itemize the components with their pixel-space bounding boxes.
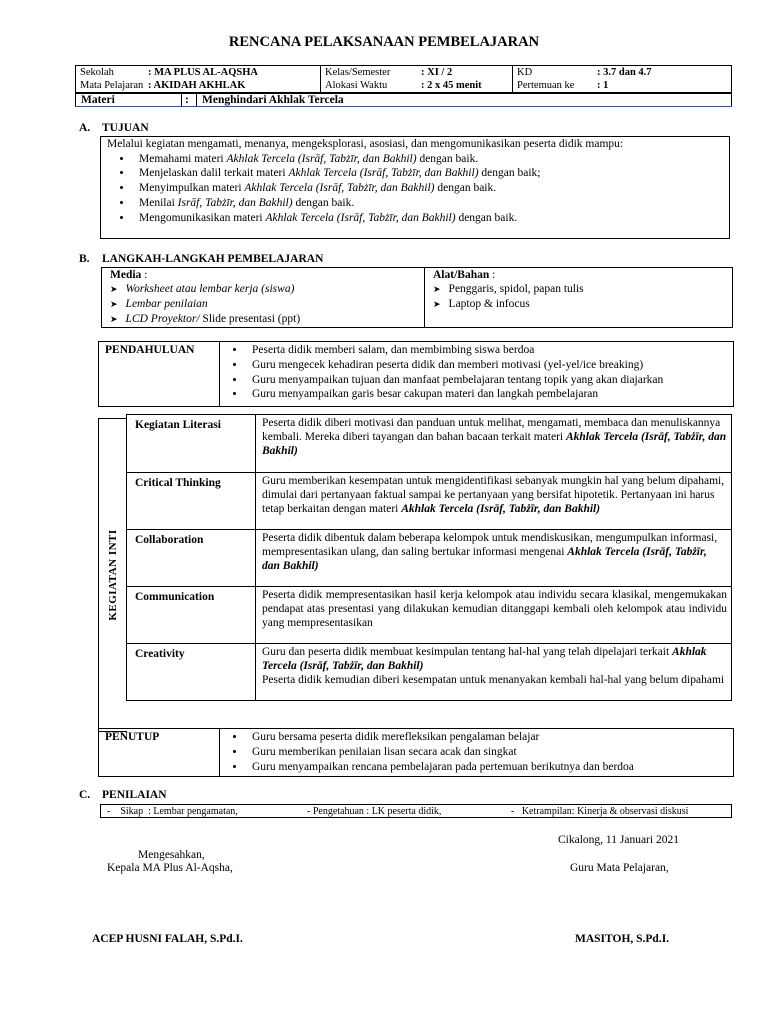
tujuan-item-topic: Akhlak Tercela (Isrāf, Tabżīr, dan Bakhil) (226, 152, 417, 165)
section-langkah-heading (79, 253, 323, 265)
tujuan-item (133, 211, 729, 226)
place-date: Cikalong, 11 Januari 2021 (558, 834, 679, 846)
alat-item: ➤ Laptop & infocus (433, 297, 724, 312)
left-signatory-name: ACEP HUSNI FALAH, S.Pd.I. (92, 933, 243, 945)
kegiatan-inti-row (127, 473, 732, 530)
kegiatan-inti-topic: Akhlak Tercela (Isrāf, Tabżīr, dan Bakhil) (262, 431, 727, 457)
media-label: Media (110, 269, 142, 281)
tujuan-item-text: Mengomunikasikan materi (139, 211, 266, 224)
section-num: B. (79, 253, 90, 265)
kegiatan-inti-text: Guru memberikan kesempatan untuk mengidentifikasi sebanyak mungkin hal yang belum dipahami, dimulai dari pertanyaan faktual sampai ke pertanyaan yang bersifat hipotetik. Pertanyaan ini harus tetap berkaitan dengan materi (262, 475, 725, 515)
alat-colon: : (489, 269, 496, 281)
penutup-item: • Guru bersama peserta didik merefleksikan pengalaman belajar (246, 730, 731, 745)
tujuan-box (100, 136, 730, 239)
tujuan-item (133, 166, 729, 181)
section-num: A. (79, 122, 91, 134)
kegiatan-inti-label: Critical Thinking (127, 473, 256, 530)
kegiatan-inti-row (127, 530, 732, 587)
kegiatan-inti-row (127, 587, 732, 644)
pendahuluan-label: PENDAHULUAN (99, 342, 220, 407)
alat-cell (425, 268, 733, 328)
tujuan-item-suffix: dengan baik. (455, 211, 518, 224)
pendahuluan-content (220, 342, 734, 407)
pendahuluan-item: • Guru mengecek kehadiran peserta didik dan memberi motivasi (yel-yel/ice breaking) (246, 358, 731, 373)
header-info-table (75, 65, 732, 93)
kegiatan-inti-description (256, 587, 732, 644)
media-table (101, 267, 733, 328)
media-item-text: Worksheet atau lembar kerja (siswa) (125, 283, 295, 295)
kegiatan-inti-label: Creativity (127, 644, 256, 701)
kd-value: : 3.7 dan 4.7 (597, 67, 652, 78)
alat-list (433, 282, 724, 312)
pendahuluan-list (220, 343, 731, 402)
kegiatan-inti-label-box (98, 418, 127, 732)
tujuan-item-text: Menyimpulkan materi (139, 182, 245, 195)
mengesahkan-text: Mengesahkan, (138, 849, 205, 861)
materi-row (75, 93, 732, 107)
tujuan-item-suffix: dengan baik. (416, 152, 479, 165)
tujuan-item-topic: Akhlak Tercela (Isrāf, Tabżīr, dan Bakhil) (244, 182, 435, 195)
sekolah-value: : MA PLUS AL-AQSHA (148, 67, 258, 78)
tujuan-item-suffix: dengan baik. (292, 196, 355, 209)
kegiatan-inti-topic: Akhlak Tercela (Isrāf, Tabżīr, dan Bakhil) (262, 546, 707, 572)
kegiatan-inti-label: Collaboration (127, 530, 256, 587)
kegiatan-inti-row (127, 415, 732, 473)
materi-colon: : (182, 94, 197, 107)
kegiatan-inti-table (126, 414, 732, 701)
kd-label: KD (517, 67, 533, 78)
tujuan-item-text: Memahami materi (139, 152, 227, 165)
mapel-value: : AKIDAH AKHLAK (148, 80, 246, 91)
penutup-content (220, 729, 734, 777)
section-penilaian-heading (79, 789, 167, 801)
media-item (110, 282, 416, 297)
kd-cell (513, 66, 732, 93)
pertemuan-value: : 1 (597, 80, 609, 91)
section-title: LANGKAH-LANGKAH PEMBELAJARAN (102, 253, 324, 265)
kegiatan-inti-description (256, 530, 732, 587)
media-cell (102, 268, 425, 328)
tujuan-item-topic: Akhlak Tercela (Isrāf, Tabżīr, dan Bakhil) (265, 211, 456, 224)
page-title: RENCANA PELAKSANAAN PEMBELAJARAN (228, 34, 540, 50)
alokasi-label: Alokasi Waktu (325, 80, 388, 91)
section-title: PENILAIAN (102, 789, 167, 801)
media-item-text: LCD Proyektor/ (125, 313, 200, 325)
media-item-text: Lembar penilaian (125, 298, 208, 310)
tujuan-item (133, 196, 729, 211)
penutup-item: • Guru memberikan penilaian lisan secara acak dan singkat (246, 745, 731, 760)
pendahuluan-item: • Guru menyampaikan tujuan dan manfaat pembelajaran tentang topik yang akan diajarkan (246, 373, 731, 388)
pendahuluan-item: • Peserta didik memberi salam, dan membimbing siswa berdoa (246, 343, 731, 358)
pertemuan-label: Pertemuan ke (517, 80, 575, 91)
media-item-suffix: Slide presentasi (ppt) (199, 313, 301, 325)
kegiatan-inti-label: Kegiatan Literasi (127, 415, 256, 473)
penilaian-keterampilan: - Ketrampilan: Kinerja & observasi diskusi (511, 806, 689, 817)
guru-text: Guru Mata Pelajaran, (570, 862, 669, 874)
kegiatan-inti-text: Peserta didik mempresentasikan hasil kerja kelompok atau individu secara klasikal, mengemukakan pendapat atas presentasi yang dilakukan kemudian ditanggapi kembali oleh kelompok atau individu yang mempresentasikan (262, 589, 727, 629)
kelas-value: : XI / 2 (421, 67, 453, 78)
kegiatan-inti-text: Peserta didik dibentuk dalam beberapa kelompok untuk mendiskusikan, mengumpulkan informasi, mempresentasikan ulang, dan saling bertukar informasi mengenai (262, 532, 718, 558)
kegiatan-inti-text: Guru dan peserta didik membuat kesimpulan tentang hal-hal yang telah dipelajari terkait (262, 646, 673, 658)
tujuan-list (107, 152, 729, 226)
pendahuluan-table (98, 341, 734, 407)
kegiatan-inti-text: Peserta didik diberi motivasi dan panduan untuk melihat, mengamati, membaca dan menuliskannya kembali. Mereka diberi tayangan dan bahan bacaan terkait materi (262, 417, 721, 443)
alat-item: ➤ Penggaris, spidol, papan tulis (433, 282, 724, 297)
tujuan-item (133, 152, 729, 167)
media-item (110, 297, 416, 312)
right-signatory-name: MASITOH, S.Pd.I. (575, 933, 670, 945)
tujuan-intro: Melalui kegiatan mengamati, menanya, mengeksplorasi, asosiasi, dan mengomunikasikan peserta didik mampu: (107, 138, 624, 150)
kepala-text: Kepala MA Plus Al-Aqsha, (107, 862, 233, 874)
school-cell (76, 66, 321, 93)
tujuan-item-suffix: dengan baik. (434, 182, 497, 195)
media-colon: : (141, 269, 148, 281)
materi-label: Materi (76, 94, 182, 107)
kegiatan-inti-label: KEGIATAN INTI (107, 529, 119, 621)
kegiatan-inti-description (256, 415, 732, 473)
kegiatan-inti-description (256, 644, 732, 701)
section-title: TUJUAN (102, 122, 149, 134)
penutup-list (220, 730, 731, 774)
section-tujuan-heading (79, 122, 149, 134)
pendahuluan-item: • Guru menyampaikan garis besar cakupan materi dan langkah pembelajaran (246, 387, 731, 402)
penilaian-pengetahuan: - Pengetahuan : LK peserta didik, (307, 806, 442, 817)
media-item (110, 312, 416, 327)
penutup-item: • Guru menyampaikan rencana pembelajaran pada pertemuan berikutnya dan berdoa (246, 760, 731, 775)
mapel-label: Mata Pelajaran (80, 80, 144, 91)
kegiatan-inti-extra: Peserta didik kemudian diberi kesempatan untuk menanyakan kembali hal-hal yang belum dipahami (262, 674, 725, 686)
alokasi-value: : 2 x 45 menit (421, 80, 482, 91)
kegiatan-inti-row (127, 644, 732, 701)
kegiatan-inti-topic: Akhlak Tercela (Isrāf, Tabżīr, dan Bakhil) (262, 646, 707, 672)
tujuan-item-topic: Isrāf, Tabżīr, dan Bakhil) (177, 196, 293, 209)
tujuan-item-text: Menilai (139, 196, 178, 209)
tujuan-item-topic: Akhlak Tercela (Isrāf, Tabżīr, dan Bakhil) (288, 167, 479, 180)
materi-value: Menghindari Akhlak Tercela (197, 94, 732, 107)
alat-label: Alat/Bahan (433, 269, 490, 281)
penilaian-box (100, 804, 732, 818)
kegiatan-inti-description (256, 473, 732, 530)
kegiatan-inti-label: Communication (127, 587, 256, 644)
tujuan-item-text: Menjelaskan dalil terkait materi (139, 167, 289, 180)
media-list (110, 282, 416, 327)
tujuan-item-suffix: dengan baik; (478, 167, 541, 180)
kelas-label: Kelas/Semester (325, 67, 391, 78)
sekolah-label: Sekolah (80, 67, 114, 78)
kegiatan-inti-topic: Akhlak Tercela (Isrāf, Tabżīr, dan Bakhil) (401, 503, 601, 515)
penilaian-sikap: - Sikap : Lembar pengamatan, (107, 806, 238, 817)
penutup-table (98, 728, 734, 777)
section-num: C. (79, 789, 91, 801)
penutup-label: PENUTUP (99, 729, 220, 777)
class-cell (321, 66, 513, 93)
tujuan-item (133, 181, 729, 196)
